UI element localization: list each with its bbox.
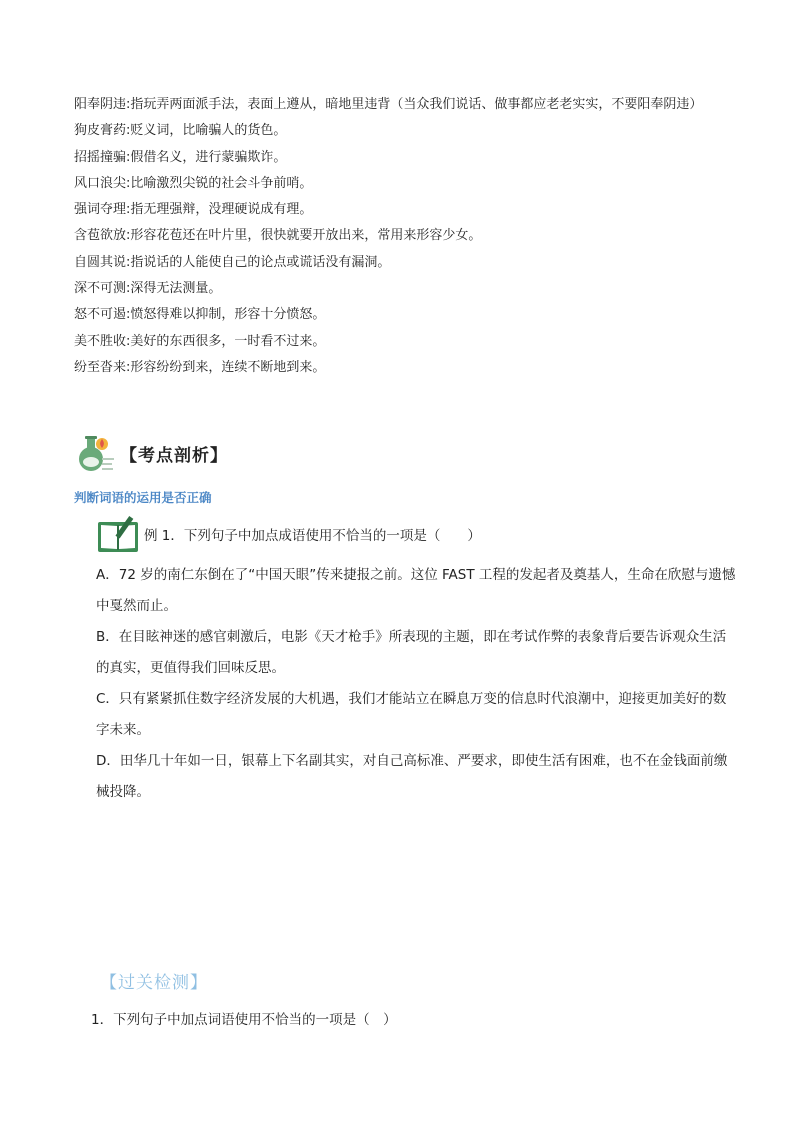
definition-item: 含苞欲放:形容花苞还在叶片里，很快就要开放出来，常用来形容少女。 — [74, 228, 482, 244]
section-subtitle: 判断词语的运用是否正确 — [74, 490, 212, 505]
option-a: A．72 岁的南仁东倒在了“中国天眼”传来捷报之前。这位 FAST 工程的发起者及奠基人，生命在欣慰与遗憾中戛然而止。 — [96, 567, 736, 614]
definition-item: 阳奉阴违:指玩弄两面派手法，表面上遵从，暗地里违背（当众我们说话、做事都应老老实实，不要阳奉阴违） — [74, 97, 703, 112]
option-b: B．在目眩神迷的感官刺激后，电影《天才枪手》所表现的主题，即在考试作弊的表象背后要告诉观众生活的真实，更值得我们回味反思。 — [96, 629, 727, 676]
example-question-row — [96, 514, 481, 554]
answer-options — [96, 560, 736, 808]
option-d: D．田华几十年如一日，银幕上下名副其实，对自己高标准、严要求，即使生活有困难，也不在金钱面前缴械投降。 — [96, 753, 728, 800]
definition-item: 强词夺理:指无理强辩，没理硬说成有理。 — [74, 202, 313, 218]
flask-icon — [74, 432, 116, 474]
definition-item: 自圆其说:指说话的人能使自己的论点或谎话没有漏洞。 — [74, 254, 391, 270]
definition-item: 怒不可遏:愤怒得难以抑制，形容十分愤怒。 — [74, 307, 326, 323]
section-header — [74, 430, 228, 476]
section-title: 【考点剖析】 — [120, 445, 228, 466]
definition-item: 美不胜收:美好的东西很多，一时看不过来。 — [74, 333, 326, 349]
definition-item: 深不可测:深得无法测量。 — [74, 281, 222, 297]
definition-item: 狗皮膏药:贬义词，比喻骗人的货色。 — [74, 123, 287, 139]
definition-item: 纷至沓来:形容纷纷到来，连续不断地到来。 — [74, 359, 326, 375]
example-question: 例 1．下列句子中加点成语使用不恰当的一项是（ ） — [144, 528, 481, 544]
book-pencil-icon — [96, 514, 142, 554]
check-question-1: 1．下列句子中加点词语使用不恰当的一项是（ ） — [91, 1012, 397, 1028]
check-section-title: 【过关检测】 — [100, 973, 208, 993]
definition-item: 招摇撞骗:假借名义，进行蒙骗欺诈。 — [74, 149, 287, 165]
definition-list — [74, 92, 734, 381]
definition-item: 风口浪尖:比喻激烈尖锐的社会斗争前哨。 — [74, 175, 313, 191]
option-c: C．只有紧紧抓住数字经济发展的大机遇，我们才能站立在瞬息万变的信息时代浪潮中，迎接更加美好的数字未来。 — [96, 691, 727, 738]
